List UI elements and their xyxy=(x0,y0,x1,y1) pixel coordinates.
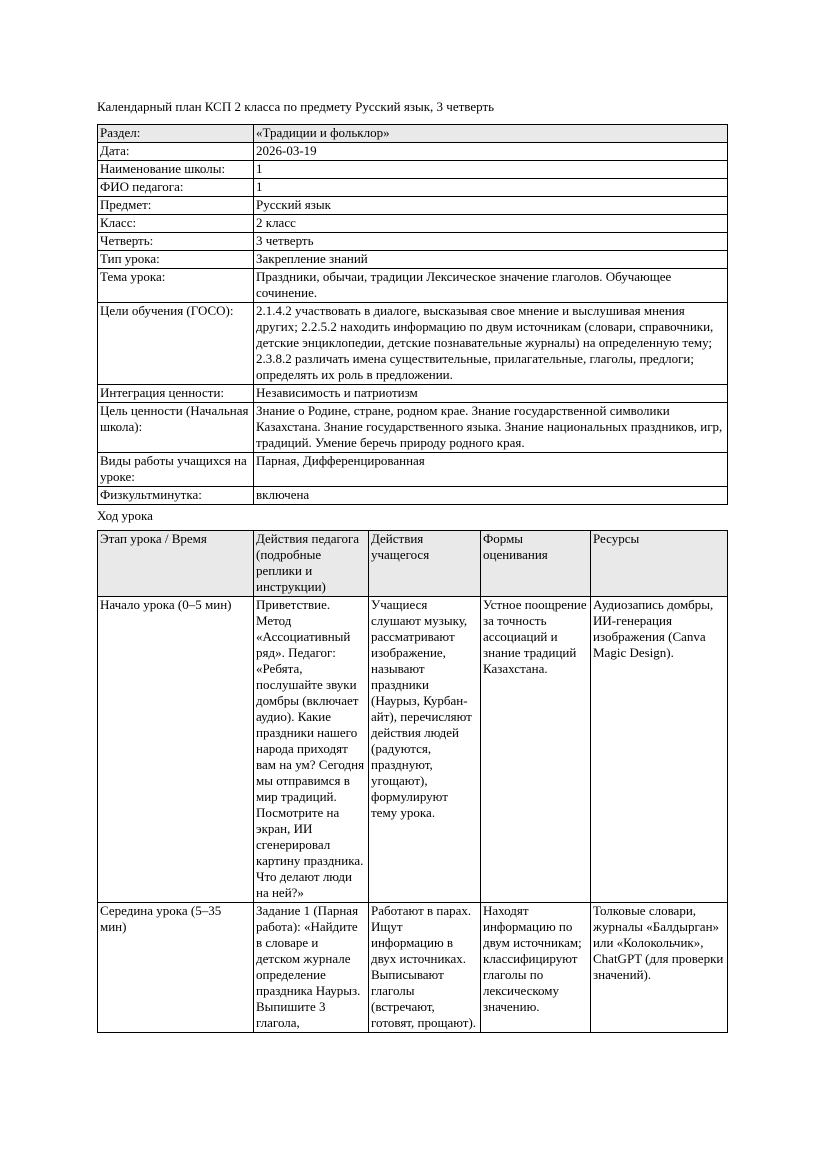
lesson-cell-teacher-actions: Приветствие. Метод «Ассоциативный ряд». Педагог: «Ребята, послушайте звуки домбры (включает аудио). Какие праздники нашего народа приходят вам на ум? Сегодня мы отправимся в мир традиций. Посмотрите на экран, ИИ сгенерировал картину праздника. Что делают люди на ней?» xyxy=(254,597,369,903)
info-row-label: Раздел: xyxy=(98,125,254,143)
info-row-label: Тип урока: xyxy=(98,251,254,269)
lesson-cell-resources: Аудиозапись домбры, ИИ-генерация изображения (Canva Magic Design). xyxy=(591,597,728,903)
info-row-label: Четверть: xyxy=(98,233,254,251)
info-row-value: 1 xyxy=(254,179,728,197)
info-row xyxy=(98,303,728,385)
lesson-table xyxy=(97,530,728,1033)
info-row xyxy=(98,179,728,197)
info-row-label: ФИО педагога: xyxy=(98,179,254,197)
lesson-row xyxy=(98,597,728,903)
info-row-label: Тема урока: xyxy=(98,269,254,303)
info-row-value: 3 четверть xyxy=(254,233,728,251)
info-row-value: Знание о Родине, стране, родном крае. Знание государственной символики Казахстана. Знание государственного языка. Знание национальных праздников, игр, традиций. Умение беречь природу родного края. xyxy=(254,403,728,453)
info-row-label: Интеграция ценности: xyxy=(98,385,254,403)
info-table xyxy=(97,124,728,505)
info-row-value: Парная, Дифференцированная xyxy=(254,453,728,487)
lesson-column-header: Действия учащегося xyxy=(369,531,481,597)
info-row-value: Праздники, обычаи, традиции Лексическое значение глаголов. Обучающее сочинение. xyxy=(254,269,728,303)
info-row-label: Цель ценности (Начальная школа): xyxy=(98,403,254,453)
lesson-column-header: Ресурсы xyxy=(591,531,728,597)
lesson-row xyxy=(98,903,728,1033)
lesson-column-header: Действия педагога (подробные реплики и инструкции) xyxy=(254,531,369,597)
info-row-value: 2 класс xyxy=(254,215,728,233)
info-row xyxy=(98,453,728,487)
info-table-body xyxy=(98,125,728,505)
info-row-value: 2.1.4.2 участвовать в диалоге, высказывая свое мнение и выслушивая мнения других; 2.2.5.2 находить информацию по двум источникам (словари, справочники, детские энциклопедии, детские познавательные журналы) на определенную тему; 2.3.8.2 различать имена существительные, прилагательные, глаголы, предлоги; определять их роль в предложении. xyxy=(254,303,728,385)
info-row xyxy=(98,233,728,251)
info-row-value: Русский язык xyxy=(254,197,728,215)
lesson-flow-heading: Ход урока xyxy=(97,508,153,523)
lesson-cell-assessment: Устное поощрение за точность ассоциаций и знание традиций Казахстана. xyxy=(481,597,591,903)
lesson-cell-student-actions: Работают в парах. Ищут информацию в двух источниках. Выписывают глаголы (встречают, готовят, прощают). xyxy=(369,903,481,1033)
info-row xyxy=(98,403,728,453)
document-title: Календарный план КСП 2 класса по предмету Русский язык, 3 четверть xyxy=(97,99,495,114)
info-row-value: включена xyxy=(254,487,728,505)
lesson-cell-teacher-actions: Задание 1 (Парная работа): «Найдите в словаре и детском журнале определение праздника Наурыз. Выпишите 3 глагола, xyxy=(254,903,369,1033)
info-row xyxy=(98,143,728,161)
lesson-cell-stage: Начало урока (0–5 мин) xyxy=(98,597,254,903)
info-row xyxy=(98,197,728,215)
info-row-label: Дата: xyxy=(98,143,254,161)
info-row xyxy=(98,269,728,303)
info-row-label: Класс: xyxy=(98,215,254,233)
info-row-label: Физкультминутка: xyxy=(98,487,254,505)
info-row xyxy=(98,125,728,143)
info-row-value: 1 xyxy=(254,161,728,179)
info-row xyxy=(98,385,728,403)
lesson-column-header: Формы оценивания xyxy=(481,531,591,597)
lesson-table-body xyxy=(98,597,728,1033)
info-row xyxy=(98,251,728,269)
lesson-column-header: Этап урока / Время xyxy=(98,531,254,597)
lesson-table-head-row xyxy=(98,531,728,597)
info-row-value: Независимость и патриотизм xyxy=(254,385,728,403)
info-row xyxy=(98,215,728,233)
lesson-cell-student-actions: Учащиеся слушают музыку, рассматривают изображение, называют праздники (Наурыз, Курбан-айт), перечисляют действия людей (радуются, празднуют, угощают), формулируют тему урока. xyxy=(369,597,481,903)
info-row-value: «Традиции и фольклор» xyxy=(254,125,728,143)
info-row xyxy=(98,161,728,179)
info-row-label: Виды работы учащихся на уроке: xyxy=(98,453,254,487)
info-row xyxy=(98,487,728,505)
info-row-value: 2026-03-19 xyxy=(254,143,728,161)
info-row-label: Наименование школы: xyxy=(98,161,254,179)
info-row-value: Закрепление знаний xyxy=(254,251,728,269)
lesson-cell-resources: Толковые словари, журналы «Балдырган» или «Колокольчик», ChatGPT (для проверки значений). xyxy=(591,903,728,1033)
info-row-label: Предмет: xyxy=(98,197,254,215)
lesson-cell-stage: Середина урока (5–35 мин) xyxy=(98,903,254,1033)
lesson-cell-assessment: Находят информацию по двум источникам; классифицируют глаголы по лексическому значению. xyxy=(481,903,591,1033)
info-row-label: Цели обучения (ГОСО): xyxy=(98,303,254,385)
